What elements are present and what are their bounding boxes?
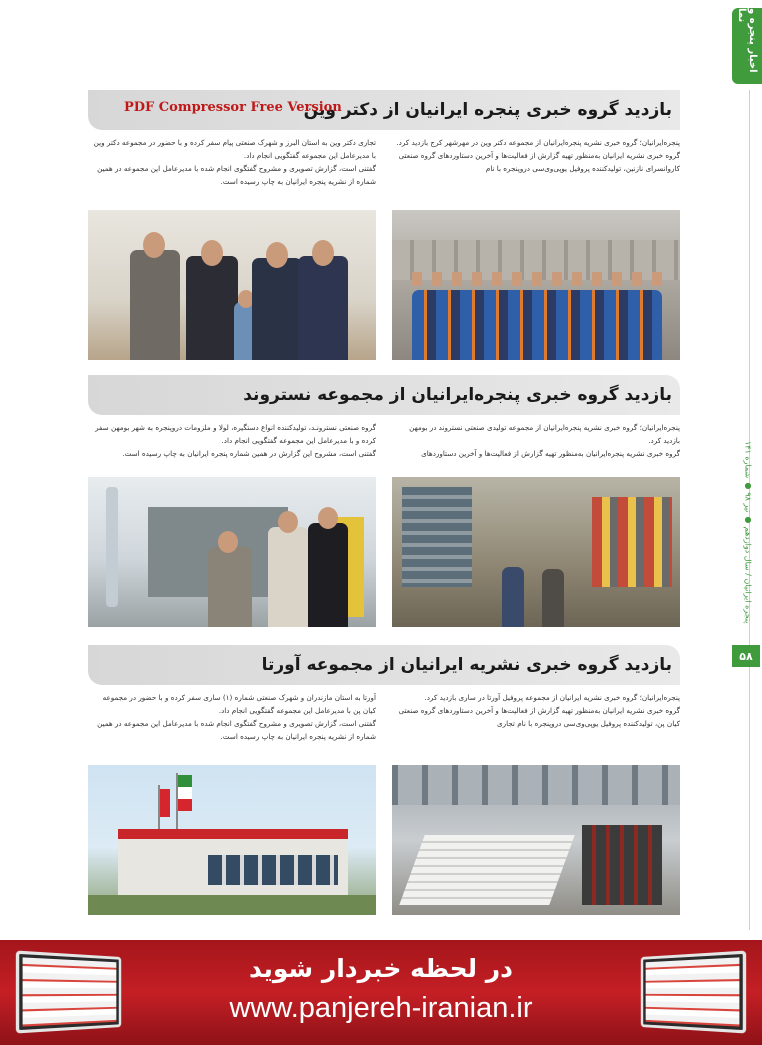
paragraph: گفتنی است، گزارش تصویری و مشروح گفتگوی انجام شده با مدیرعامل این مجموعه در همین شماره از نشریه پنجره ایرانیان به چاپ رسیده است. <box>97 164 376 186</box>
article-nastarvand <box>88 375 680 627</box>
article-title-bar <box>88 375 680 415</box>
paragraph: پنجره‌ایرانیان؛ گروه خبری نشریه پنجره‌ایرانیان از مجموعه تولیدی صنعتی نستروند در بومهن بازدید کرد. <box>409 423 680 445</box>
paragraph: پنجره‌ایرانیان؛ گروه خبری نشریه ایرانیان از مجموعه پروفیل آورتا در ساری بازدید کرد. <box>424 693 680 702</box>
monitor-icon <box>641 950 746 1033</box>
article-title: بازدید گروه خبری پنجره ایرانیان از دکتر وین <box>303 100 672 120</box>
article-avrta <box>88 645 680 915</box>
paragraph: گفتنی است، گزارش تصویری و مشروح گفتگوی انجام شده با مدیرعامل این مجموعه در همین شماره از نشریه پنجره ایرانیان به چاپ رسیده است. <box>97 719 376 741</box>
article-text-left <box>88 136 376 206</box>
photo-company-building <box>88 765 376 915</box>
paragraph: گروه خبری نشریه ایرانیان به‌منظور تهیه گزارش از فعالیت‌ها و آخرین دستاوردهای گروه صنعتی کاروانسرای نازنین، تولیدکننده پروفیل یو‌پی‌وی‌سی دروپنجره با نام <box>398 151 680 173</box>
article-title: بازدید گروه خبری نشریه ایرانیان از مجموعه آورتا <box>261 655 672 675</box>
paragraph: گروه خبری نشریه ایرانیان به‌منظور تهیه گزارش از فعالیت‌ها و آخرین دستاوردهای گروه صنعتی کیان پن، تولیدکننده پروفیل یو‌پی‌وی‌سی دروپنجره با نام تجاری <box>398 706 680 728</box>
issue-info-text: پنجره ایرانیان / سال دوازدهم ● تیر ۹۸ ● شماره ۱۴۱ <box>743 440 753 624</box>
article-title: بازدید گروه خبری پنجره‌ایرانیان از مجموعه نستروند <box>243 385 672 405</box>
pdf-watermark: PDF Compressor Free Version <box>124 100 342 115</box>
article-text-right <box>392 136 680 206</box>
article-title-bar <box>88 645 680 685</box>
banner-url-link[interactable]: www.panjereh-iranian.ir <box>229 992 533 1024</box>
photo-factory-staff <box>392 210 680 360</box>
article-text-left <box>88 421 376 473</box>
paragraph: آورتا به استان مازندران و شهرک صنعتی شماره (۱) ساری سفر کرده و با حضور در مجموعه کیان پن با مدیرعامل این مجموعه گفتگویی انجام داد. <box>102 693 376 715</box>
article-dr-win <box>88 90 680 360</box>
section-tab <box>732 8 762 84</box>
section-tab-label: اخبار پنجره و نما <box>736 8 758 73</box>
banner-headline: در لحظه خبردار شوید <box>249 954 513 983</box>
paragraph: تجاری دکتر وین به استان البرز و شهرک صنعتی پیام سفر کرده و با حضور در مجموعه دکتر وین با مدیرعامل این مجموعه گفتگویی انجام داد. <box>93 138 376 160</box>
article-text-left <box>88 691 376 761</box>
paragraph: گروه خبری نشریه پنجره‌ایرانیان به‌منظور تهیه گزارش از فعالیت‌ها و آخرین دستاوردهای <box>421 449 680 458</box>
photo-machine-workshop <box>88 477 376 627</box>
page-number: ۵۸ <box>732 645 760 667</box>
photo-warehouse <box>392 765 680 915</box>
issue-info <box>737 432 759 632</box>
photo-office-meeting <box>88 210 376 360</box>
article-text-right <box>392 421 680 473</box>
paragraph: گفتنی است، مشروح این گزارش در همین شماره پنجره ایرانیان به چاپ رسیده است. <box>122 449 376 458</box>
article-text-right <box>392 691 680 761</box>
article-title-bar <box>88 90 680 130</box>
photo-production-hall <box>392 477 680 627</box>
paragraph: پنجره‌ایرانیان؛ گروه خبری نشریه پنجره‌ایرانیان از مجموعه دکتر وین در مهرشهر کرج بازدید کرد. <box>396 138 680 147</box>
paragraph: گروه صنعتی نسترونـد، تولیدکننده انواع دستگیره، لولا و ملزومات درو‌پنجره به شهر بومهن سفر کرده و با مدیرعامل این مجموعه گفتگویی انجام داد. <box>95 423 376 445</box>
promo-banner[interactable] <box>0 940 762 1045</box>
